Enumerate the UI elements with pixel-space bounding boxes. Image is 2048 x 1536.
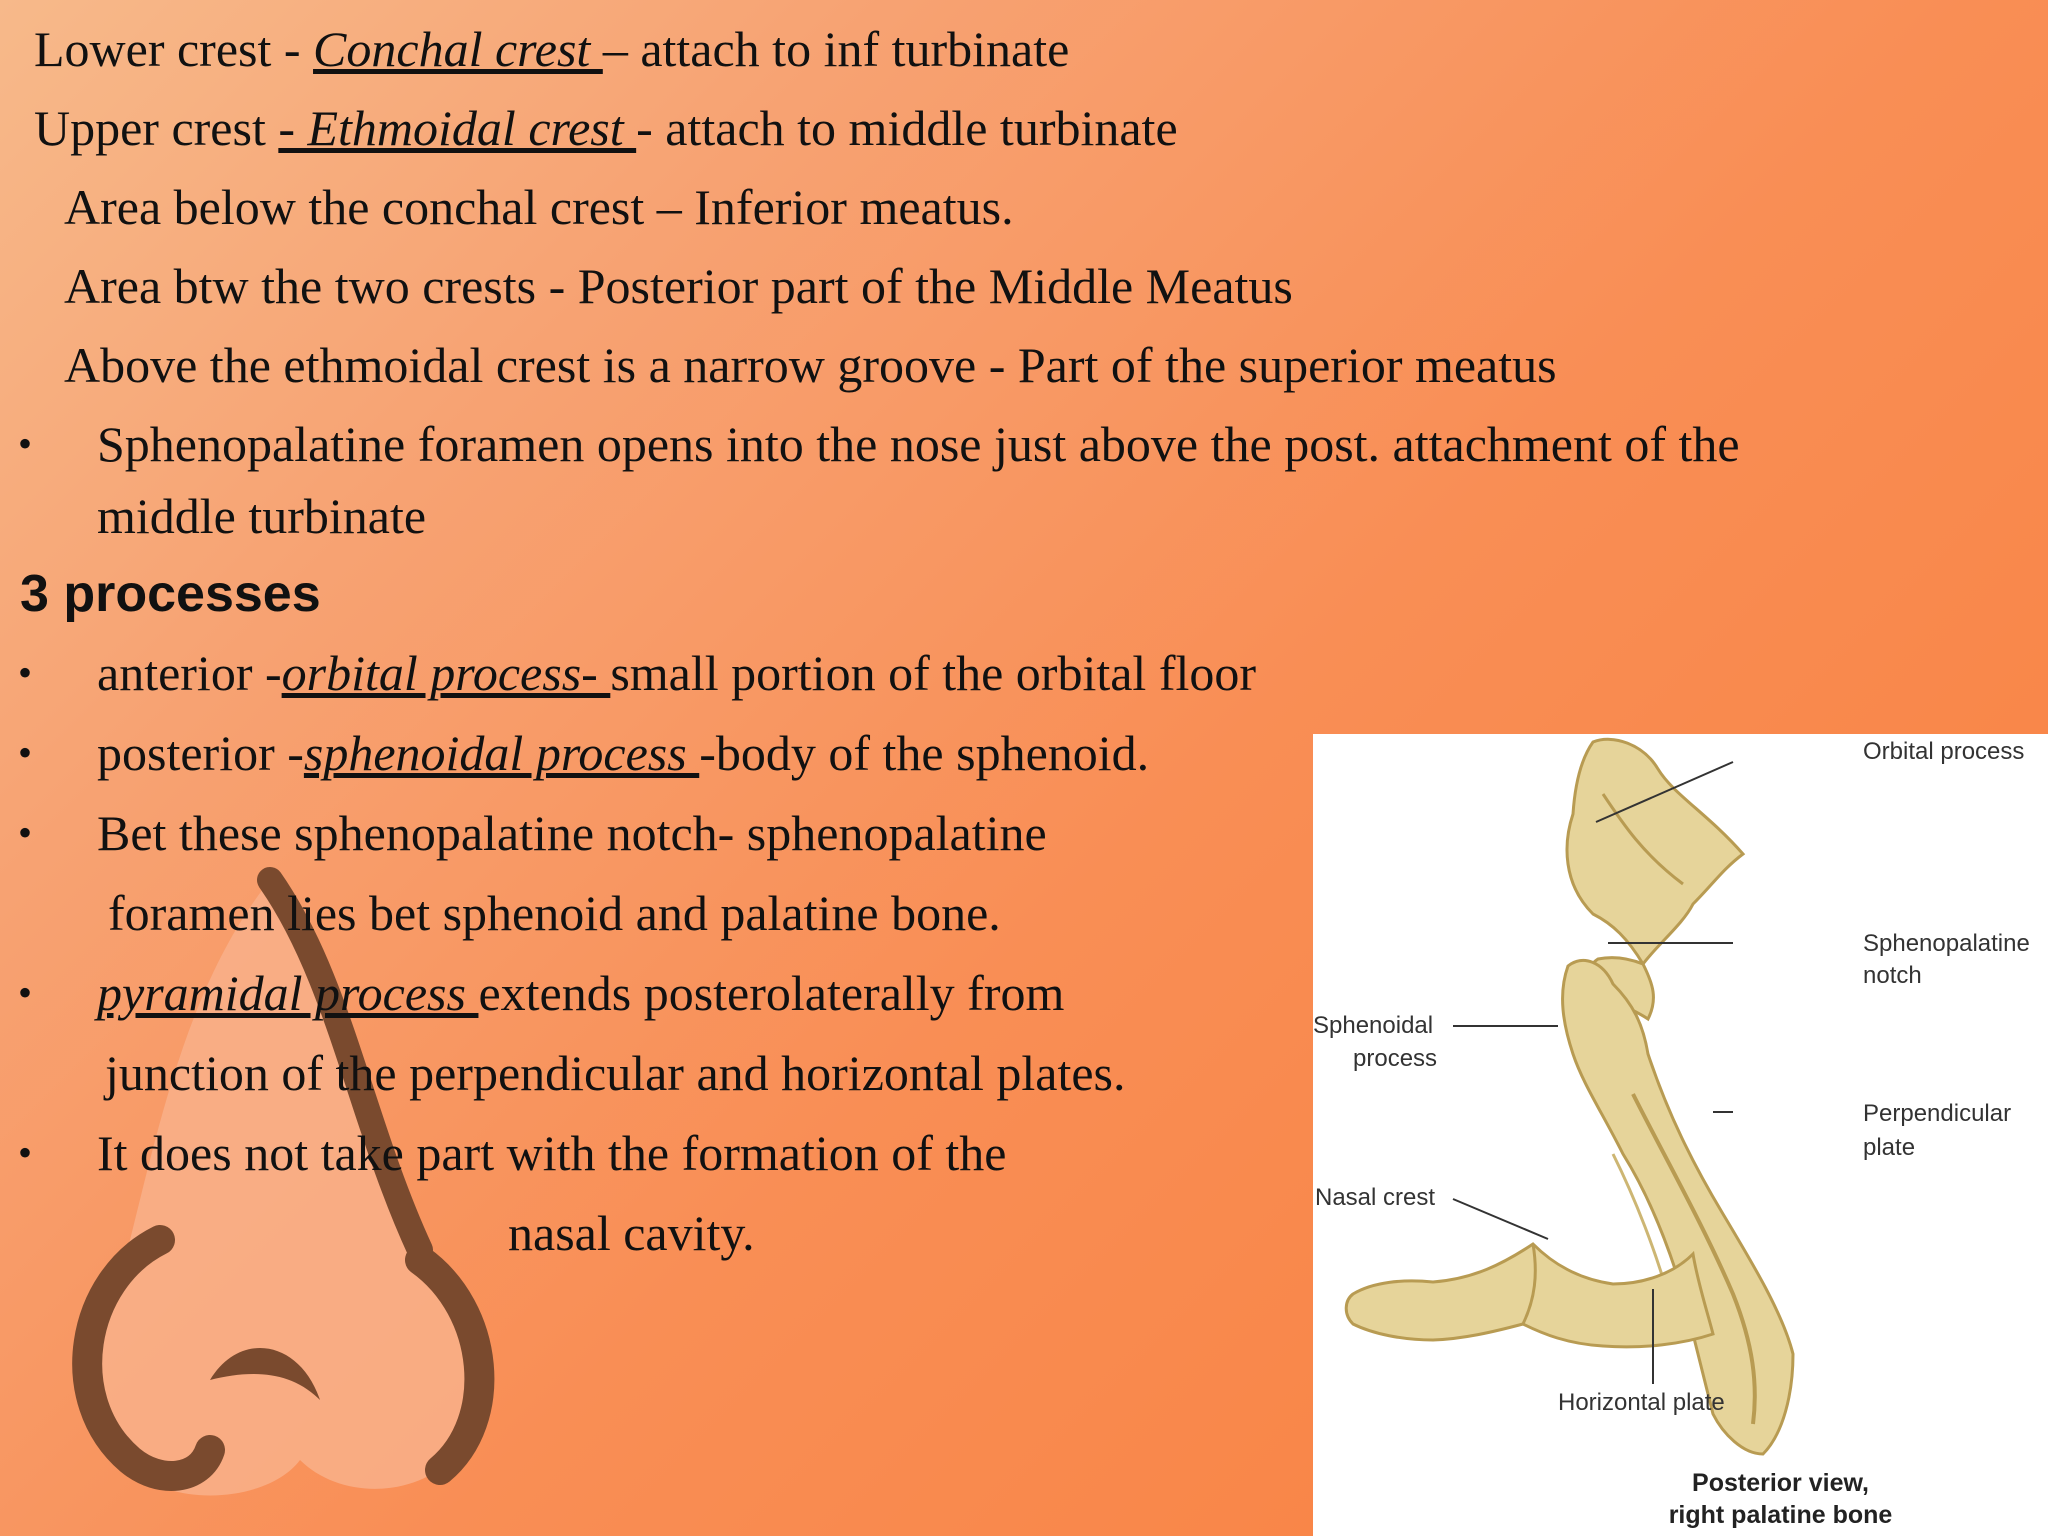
line-text: Lower crest - <box>34 21 314 77</box>
label-nasal-crest: Nasal crest <box>1315 1184 1436 1211</box>
bullet-nasal-cavity-cont: nasal cavity. <box>508 1205 755 1261</box>
line-text: - attach to middle turbinate <box>636 100 1178 156</box>
term-pyramidal-process: pyramidal process <box>97 965 479 1021</box>
bullet-pyramidal-process-cont: junction of the perpendicular and horizontal plates. <box>105 1045 1126 1101</box>
term-conchal-crest: Conchal crest <box>313 21 603 77</box>
label-perpendicular-plate-2: plate <box>1863 1134 1916 1161</box>
line-superior-meatus: Above the ethmoidal crest is a narrow groove - Part of the superior meatus <box>64 337 1557 393</box>
line-text: -body of the sphenoid. <box>699 725 1150 781</box>
label-orbital-process: Orbital process <box>1863 738 2025 765</box>
line-sphenopalatine-foramen-cont: middle turbinate <box>97 488 427 544</box>
term-sphenoidal-process: sphenoidal process <box>303 725 700 781</box>
term-orbital-process: orbital process- <box>281 645 611 701</box>
line-text: Upper crest <box>34 100 279 156</box>
line-middle-meatus: Area btw the two crests - Posterior part of the Middle Meatus <box>64 258 1293 314</box>
label-sphenoidal-process-2: process <box>1353 1045 1438 1072</box>
label-horizontal-plate: Horizontal plate <box>1558 1389 1725 1416</box>
line-text: small portion of the orbital floor <box>610 645 1257 701</box>
label-perpendicular-plate: Perpendicular <box>1863 1100 2012 1127</box>
line-text: anterior - <box>97 645 282 701</box>
bullet-sphenoidal-process <box>97 724 1149 782</box>
figure-caption <box>1313 1467 2048 1531</box>
palatine-bone-figure <box>1313 734 2048 1536</box>
bullet-sphenopalatine-notch: Bet these sphenopalatine notch- sphenopalatine <box>97 805 1047 861</box>
bullet-sphenopalatine-notch-cont: foramen lies bet sphenoid and palatine bone. <box>108 885 1001 941</box>
term-ethmoidal-crest: - Ethmoidal crest <box>278 100 637 156</box>
bullet-marker: • <box>18 730 33 775</box>
bullet-marker: • <box>18 421 33 466</box>
bullet-marker: • <box>18 1130 33 1175</box>
line-upper-crest <box>34 99 1178 157</box>
label-sphenopalatine-notch-2: notch <box>1863 962 1922 989</box>
caption-line-1: Posterior view, <box>1692 1469 1869 1497</box>
label-sphenopalatine-notch: Sphenopalatine <box>1863 930 2030 957</box>
bullet-orbital-process <box>97 644 1256 702</box>
nose-illustration <box>40 860 520 1520</box>
line-lower-crest <box>34 20 1069 78</box>
line-text: extends posterolaterally from <box>478 965 1065 1021</box>
line-sphenopalatine-foramen: Sphenopalatine foramen opens into the nose just above the post. attachment of the <box>97 416 1740 472</box>
bullet-marker: • <box>18 650 33 695</box>
line-inferior-meatus: Area below the conchal crest – Inferior meatus. <box>64 179 1014 235</box>
bullet-pyramidal-process <box>97 964 1064 1022</box>
line-text: posterior - <box>97 725 304 781</box>
caption-line-2: right palatine bone <box>1668 1501 1893 1529</box>
bullet-marker: • <box>18 970 33 1015</box>
line-text: – attach to inf turbinate <box>602 21 1070 77</box>
label-sphenoidal-process: Sphenoidal <box>1313 1012 1434 1039</box>
heading-processes: 3 processes <box>20 565 321 623</box>
bullet-nasal-cavity: It does not take part with the formation of the <box>97 1125 1007 1181</box>
bullet-marker: • <box>18 810 33 855</box>
